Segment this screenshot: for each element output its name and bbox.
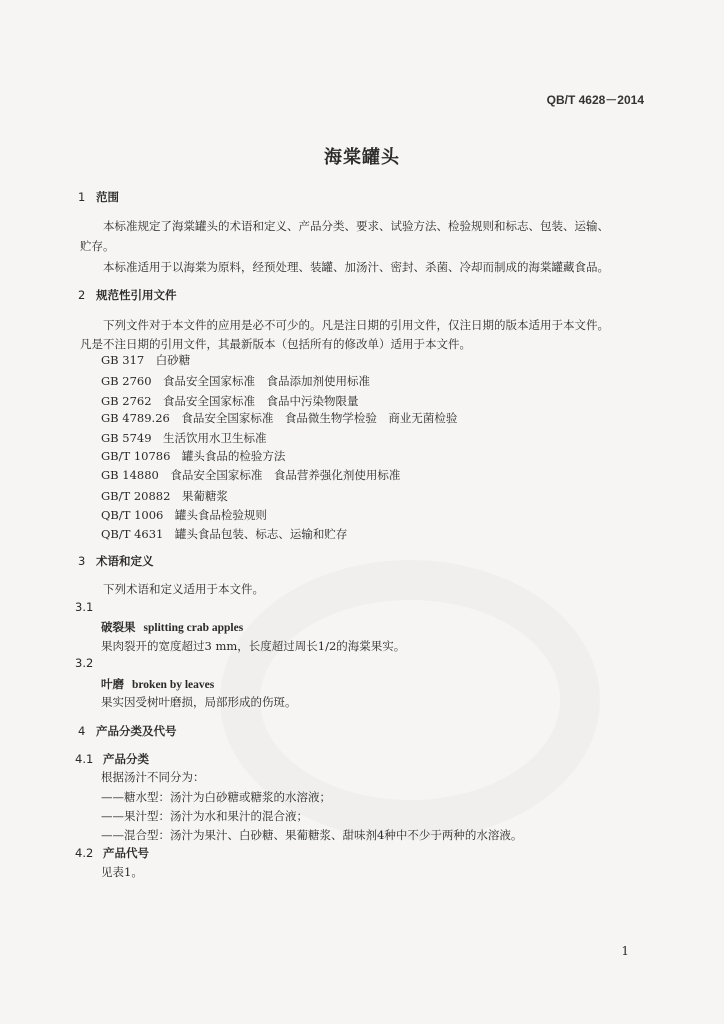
subsection-number: 4.2 (75, 846, 94, 860)
section-number: 2 (78, 288, 86, 302)
subsection-4-1-heading (75, 749, 149, 769)
section-title: 术语和定义 (96, 554, 154, 568)
section-1-heading (78, 187, 119, 207)
scope-para-1-line-1: 本标准规定了海棠罐头的术语和定义、产品分类、要求、试验方法、检验规则和标志、包装、运输、 (103, 219, 609, 233)
subsection-4-2-heading (75, 843, 149, 863)
terms-intro: 下列术语和定义适用于本文件。 (103, 582, 264, 596)
reference-item: GB 14880 食品安全国家标准 食品营养强化剂使用标准 (101, 468, 401, 482)
section-title: 范围 (96, 190, 119, 204)
reference-item: GB/T 10786 罐头食品的检验方法 (101, 449, 286, 463)
reference-item: GB 2762 食品安全国家标准 食品中污染物限量 (101, 394, 359, 408)
product-code-text: 见表1。 (101, 865, 143, 879)
section-4-heading (78, 721, 177, 741)
classification-intro: 根据汤汁不同分为： (101, 770, 205, 784)
section-2-heading (78, 285, 177, 305)
term-1 (101, 617, 243, 638)
classification-item: ——糖水型：汤汁为白砂糖或糖浆的水溶液； (101, 790, 331, 804)
section-title: 产品分类及代号 (96, 724, 177, 738)
section-title: 规范性引用文件 (96, 288, 177, 302)
section-number: 4 (78, 724, 86, 738)
reference-item: GB 4789.26 食品安全国家标准 食品微生物学检验 商业无菌检验 (101, 411, 458, 425)
reference-item: GB 317 白砂糖 (101, 353, 191, 367)
section-3-heading (78, 551, 154, 571)
term-english: broken by leaves (132, 679, 215, 691)
reference-item: GB/T 20882 果葡糖浆 (101, 489, 228, 503)
subsection-title: 产品分类 (103, 752, 149, 766)
standard-code: QB/T 4628－2014 (546, 93, 644, 107)
page-title: 海棠罐头 (324, 147, 400, 168)
scope-para-2: 本标准适用于以海棠为原料，经预处理、装罐、加汤汁、密封、杀菌、冷却而制成的海棠罐藏食品。 (103, 260, 609, 274)
reference-item: GB 5749 生活饮用水卫生标准 (101, 431, 267, 445)
refs-intro-line-1: 下列文件对于本文件的应用是必不可少的。凡是注日期的引用文件，仅注日期的版本适用于本文件。 (103, 318, 609, 332)
classification-item: ——果汁型：汤汁为水和果汁的混合液； (101, 809, 308, 823)
section-number: 3 (78, 554, 86, 568)
scope-para-1-line-2: 贮存。 (80, 239, 115, 253)
subsection-title: 产品代号 (103, 846, 149, 860)
reference-item: GB 2760 食品安全国家标准 食品添加剂使用标准 (101, 374, 371, 388)
term-2-definition: 果实因受树叶磨损，局部形成的伤斑。 (101, 695, 297, 709)
term-english: splitting crab apples (143, 622, 244, 634)
term-chinese: 破裂果 (101, 620, 136, 634)
reference-item: QB/T 1006 罐头食品检验规则 (101, 508, 267, 522)
section-number: 1 (78, 190, 86, 204)
subsection-number: 4.1 (75, 752, 94, 766)
page-number: 1 (621, 944, 629, 958)
term-chinese: 叶磨 (101, 677, 124, 691)
term-number: 3.1 (75, 600, 94, 614)
classification-item: ——混合型：汤汁为果汁、白砂糖、果葡糖浆、甜味剂4种中不少于两种的水溶液。 (101, 828, 523, 842)
refs-intro-line-2: 凡是不注日期的引用文件，其最新版本（包括所有的修改单）适用于本文件。 (80, 337, 471, 351)
term-1-definition: 果肉裂开的宽度超过3 mm，长度超过周长1/2的海棠果实。 (101, 639, 406, 653)
term-number: 3.2 (75, 656, 94, 670)
reference-item: QB/T 4631 罐头食品包装、标志、运输和贮存 (101, 527, 348, 541)
